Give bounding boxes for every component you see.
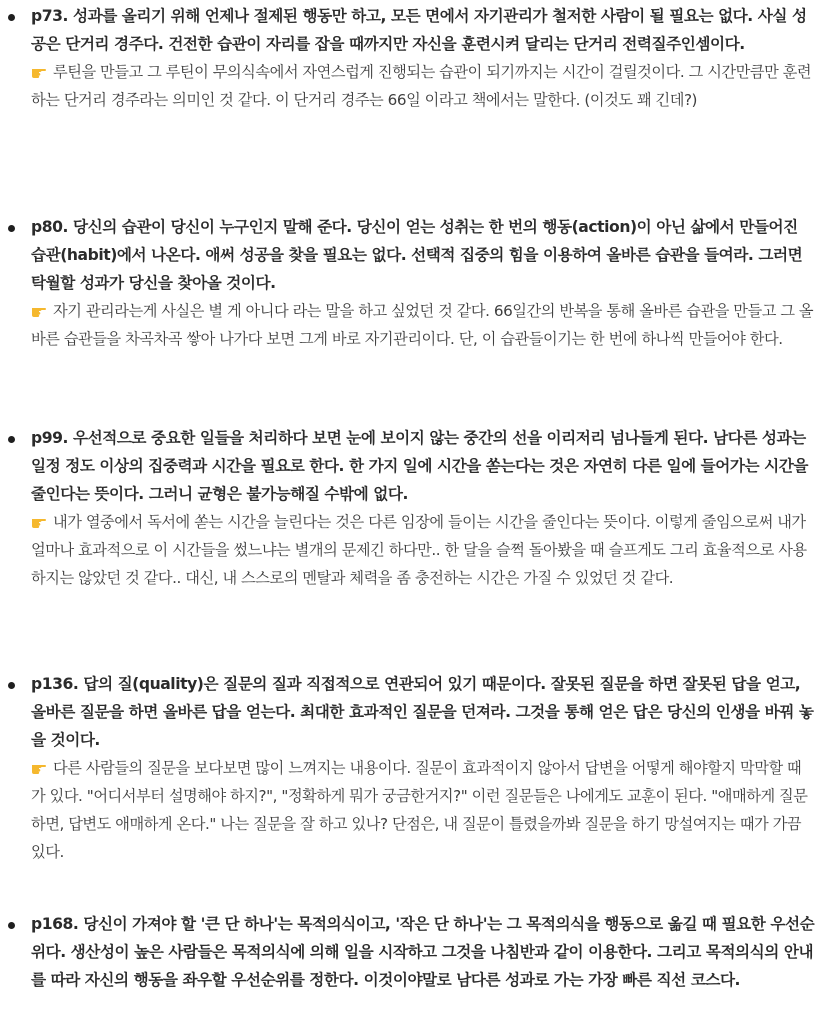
reflection-note — [31, 297, 815, 353]
bullet-point — [8, 682, 15, 689]
pointing-hand-icon — [31, 514, 47, 528]
book-quote: p73. 성과를 올리기 위해 언제나 절제된 행동만 하고, 모든 면에서 자기관리가 철저한 사람이 될 필요는 없다. 사실 성공은 단거리 경주다. 건전한 습관이 자리를 잡을 때까지만 자신을 훈련시켜 달리는 단거리 전력질주인셈이다. — [31, 7, 807, 53]
book-quote: p80. 당신의 습관이 당신이 누구인지 말해 준다. 당신이 얻는 성취는 한 번의 행동(action)이 아닌 삶에서 만들어진 습관(habit)에서 나온다. 애써 성공을 찾을 필요는 없다. 선택적 집중의 힘을 이용하여 올바른 습관을 들여라. 그러면 탁월할 성과가 당신을 찾아올 것이다. — [31, 218, 803, 292]
reflection-note — [31, 754, 815, 866]
reflection-text: 내가 열중에서 독서에 쏟는 시간을 늘린다는 것은 다른 임장에 들이는 시간을 줄인다는 뜻이다. 이렇게 줄임으로써 내가 얼마나 효과적으로 이 시간들을 썼느냐는 별개의 문제긴 하다만.. 한 달을 슬쩍 돌아봤을 때 슬프게도 그리 효율적으로 사용하지는 않았던 것 같다.. 대신, 내 스스로의 멘탈과 체력을 좀 충전하는 시간은 가질 수 있었던 것 같다. — [31, 513, 807, 587]
pointing-hand-icon — [31, 303, 47, 317]
reflection-text: 다른 사람들의 질문을 보다보면 많이 느껴지는 내용이다. 질문이 효과적이지 않아서 답변을 어떻게 해야할지 막막할 때가 있다. "어디서부터 설명해야 하지?", "정확하게 뭐가 궁금한거지?" 이런 질문들은 나에게도 교훈이 된다. "애매하게 질문하면, 답변도 애매하게 온다." 나는 질문을 잘 하고 있나? 단점은, 내 질문이 틀렸을까봐 질문을 하기 망설여지는 때가 가끔 있다. — [31, 759, 808, 861]
bullet-point — [8, 436, 15, 443]
pointing-hand-icon — [31, 760, 47, 774]
bullet-point — [8, 922, 15, 929]
entry-content — [31, 2, 815, 114]
reflection-note — [31, 58, 815, 114]
entry-content — [31, 670, 815, 866]
pointing-hand-icon — [31, 64, 47, 78]
book-quote: p99. 우선적으로 중요한 일들을 처리하다 보면 눈에 보이지 않는 중간의 선을 이리저리 넘나들게 된다. 남다른 성과는 일정 정도 이상의 집중력과 시간을 필요로 한다. 한 가지 일에 시간을 쏟는다는 것은 자연히 다른 일에 들어가는 시간을 줄인다는 뜻이다. 그러니 균형은 불가능해질 수밖에 없다. — [31, 429, 808, 503]
reflection-text: 자기 관리라는게 사실은 별 게 아니다 라는 말을 하고 싶었던 것 같다. 66일간의 반복을 통해 올바른 습관을 만들고 그 올바른 습관들을 차곡차곡 쌓아 나가다 보면 그게 바로 자기관리이다. 단, 이 습관들이기는 한 번에 하나씩 만들어야 한다. — [31, 302, 814, 348]
entry-content — [31, 424, 815, 592]
book-quote: p136. 답의 질(quality)은 질문의 질과 직접적으로 연관되어 있기 때문이다. 잘못된 질문을 하면 잘못된 답을 얻고, 올바른 질문을 하면 올바른 답을 얻는다. 최대한 효과적인 질문을 던져라. 그것을 통해 얻은 답은 당신의 인생을 바꿔 놓을 것이다. — [31, 675, 814, 749]
reflection-note — [31, 508, 815, 592]
bullet-point — [8, 14, 15, 21]
reflection-text: 루틴을 만들고 그 루틴이 무의식속에서 자연스럽게 진행되는 습관이 되기까지는 시간이 걸릴것이다. 그 시간만큼만 훈련하는 단거리 경주라는 의미인 것 같다. 이 단거리 경주는 66일 이라고 책에서는 말한다. (이것도 꽤 긴데?) — [31, 63, 812, 109]
entry-content — [31, 213, 815, 353]
entry-content — [31, 910, 815, 994]
book-quote: p168. 당신이 가져야 할 '큰 단 하나'는 목적의식이고, '작은 단 하나'는 그 목적의식을 행동으로 옮길 때 필요한 우선순위다. 생산성이 높은 사람들은 목적의식에 의해 일을 시작하고 그것을 나침반과 같이 이용한다. 그리고 목적의식의 안내를 따라 자신의 행동을 좌우할 우선순위를 정한다. 이것이야말로 남다른 성과로 가는 가장 빠른 직선 코스다. — [31, 915, 815, 989]
bullet-point — [8, 225, 15, 232]
